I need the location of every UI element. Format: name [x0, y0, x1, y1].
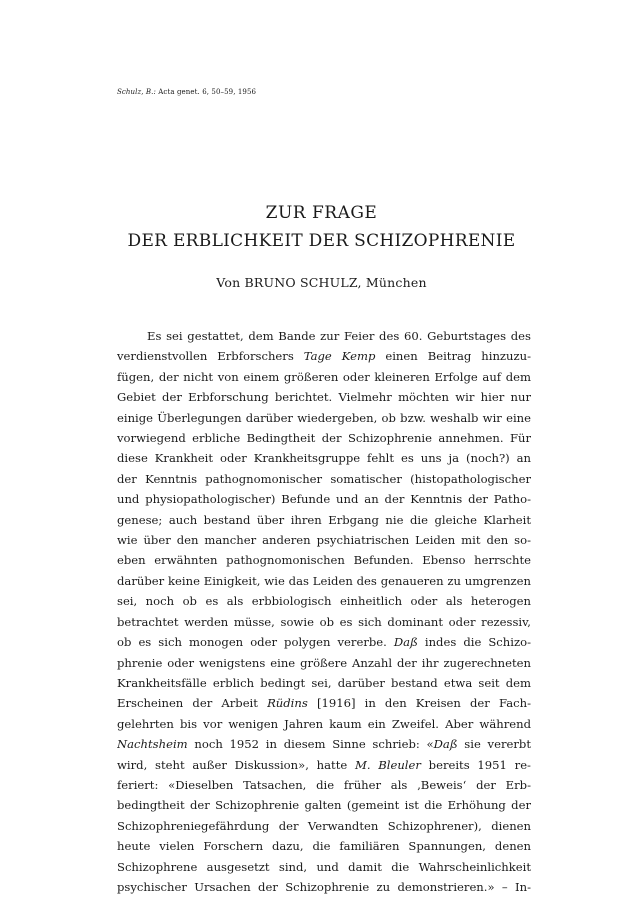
body-text-run: Es sei gestattet, dem Bande zur Feier des 60. Geburtstages des	[147, 329, 531, 343]
body-text-run: bereits 1951 re-	[420, 757, 531, 772]
body-text-run: wie über den mancher anderen psychiatrischen Leiden mit den so-	[117, 533, 531, 548]
body-line	[117, 612, 531, 632]
body-line	[117, 387, 531, 407]
running-header	[117, 88, 256, 96]
author-byline: Von BRUNO SCHULZ, München	[216, 275, 427, 290]
italic-name: Daß	[433, 737, 458, 752]
body-text-run: ob es sich monogen oder polygen vererbe.	[117, 635, 394, 650]
body-text-run: betrachtet werden müsse, sowie ob es sich dominant oder rezessiv,	[117, 614, 531, 629]
body-text-run: genese; auch bestand über ihren Erbgang nie die gleiche Klarheit	[117, 512, 531, 527]
body-line	[117, 653, 531, 673]
body-text-run: gelehrten bis vor wenigen Jahren kaum ein Zweifel. Aber während	[117, 716, 531, 731]
body-text-run: diese Krankheit oder Krankheitsgruppe fehlt es uns ja (noch?) an	[117, 451, 531, 466]
body-line	[117, 775, 531, 795]
body-line	[117, 408, 531, 428]
body-line	[117, 367, 531, 387]
body-line	[117, 816, 531, 836]
body-line	[117, 428, 531, 448]
title-line-2: DER ERBLICHKEIT DER SCHIZOPHRENIE	[127, 231, 516, 251]
body-line	[117, 836, 531, 856]
body-line	[117, 469, 531, 489]
body-line	[117, 591, 531, 611]
body-text-run: noch 1952 in diesem Sinne schrieb: «	[187, 737, 434, 752]
body-line	[117, 530, 531, 550]
body-text-run: bedingtheit der Schizophrenie galten (gemeint ist die Erhöhung der	[117, 798, 531, 813]
body-text-run: darüber keine Einigkeit, wie das Leiden des genaueren zu umgrenzen	[117, 573, 531, 588]
body-line	[117, 734, 531, 754]
body-line	[117, 346, 531, 366]
body-line	[117, 571, 531, 591]
body-text-run: fügen, der nicht von einem größeren oder kleineren Erfolge auf dem	[117, 369, 531, 384]
body-line	[117, 326, 531, 346]
body-text-run: Erscheinen der Arbeit	[117, 696, 268, 711]
body-line	[117, 448, 531, 468]
body-text-run: [1916] in den Kreisen der Fach-	[307, 696, 531, 711]
body-text-run: feriert: «Dieselben Tatsachen, die früher als ‚Beweis‘ der Erb-	[117, 777, 531, 792]
italic-name: M. Bleuler	[354, 757, 421, 772]
body-line	[117, 550, 531, 570]
body-text-run: Krankheitsfälle erblich bedingt sei, darüber bestand etwa seit dem	[117, 675, 531, 690]
italic-name: Rüdins	[267, 696, 308, 711]
body-text-run: wird, steht außer Diskussion», hatte	[117, 757, 355, 772]
body-text-run: eben erwähnten pathognomonischen Befunden. Ebenso herrschte	[117, 553, 531, 568]
body-line	[117, 673, 531, 693]
body-text-run: phrenie oder wenigstens eine größere Anzahl der ihr zugerechneten	[117, 655, 531, 670]
body-text-run: Gebiet der Erbforschung berichtet. Vielmehr möchten wir hier nur	[117, 390, 531, 405]
italic-name: Nachtsheim	[117, 737, 188, 752]
body-text-run: Schizophreniegefährdung der Verwandten Schizophrener), dienen	[117, 818, 531, 833]
body-line	[117, 877, 531, 897]
body-line	[117, 795, 531, 815]
title-line-1: ZUR FRAGE	[265, 203, 378, 223]
header-citation: Acta genet. 6, 50–59, 1956	[158, 88, 257, 96]
body-text-run: psychischer Ursachen der Schizophrenie zu demonstrieren.» – In-	[117, 879, 531, 894]
body-text-run: sei, noch ob es als erbbiologisch einheitlich oder als heterogen	[117, 594, 531, 609]
body-line	[117, 510, 531, 530]
body-line	[117, 489, 531, 509]
body-line	[117, 632, 531, 652]
body-text-run: indes die Schizo-	[417, 635, 531, 650]
body-paragraph	[117, 326, 531, 897]
body-text-run: heute vielen Forschern dazu, die familiären Spannungen, denen	[117, 839, 531, 854]
italic-name: Daß	[393, 635, 418, 650]
body-text-run: sie vererbt	[457, 737, 531, 752]
body-text-run: einige Überlegungen darüber wiedergeben, ob bzw. weshalb wir eine	[117, 410, 531, 425]
body-text-run: der Kenntnis pathognomonischer somatischer (histopathologischer	[117, 471, 531, 486]
body-text-run: Schizophrene ausgesetzt sind, und damit die Wahrscheinlichkeit	[117, 859, 531, 874]
body-text-run: und physiopathologischer) Befunde und an der Kenntnis der Patho-	[117, 492, 531, 507]
body-text-run: verdienstvollen Erbforschers	[117, 349, 304, 364]
body-text-run: einen Beitrag hinzuzu-	[375, 349, 531, 364]
italic-name: Tage Kemp	[303, 349, 376, 364]
body-line	[117, 755, 531, 775]
header-author: Schulz, B.:	[117, 88, 156, 96]
body-text-run: vorwiegend erbliche Bedingtheit der Schizophrenie annehmen. Für	[117, 431, 531, 446]
body-line	[117, 714, 531, 734]
body-line	[117, 857, 531, 877]
body-line	[117, 693, 531, 713]
